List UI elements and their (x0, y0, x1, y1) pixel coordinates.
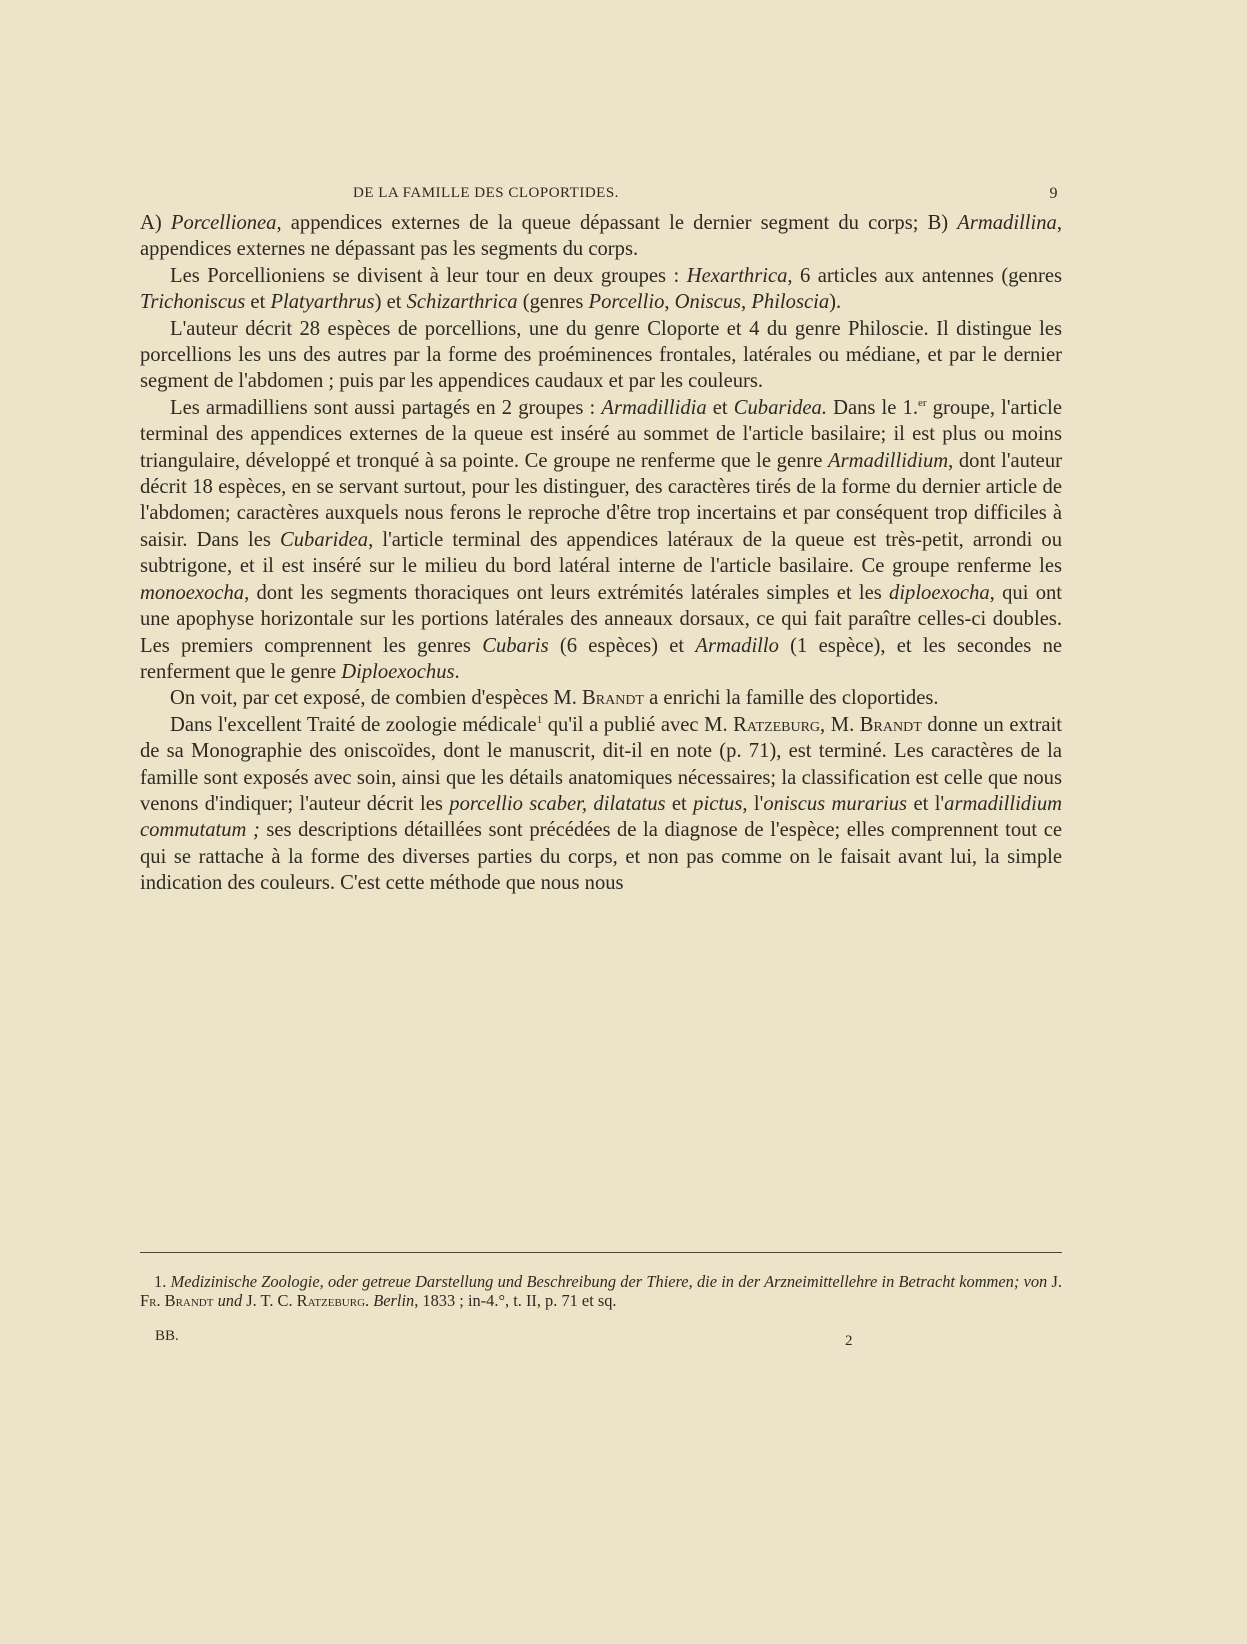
text-run: , 6 articles aux antennes (genres (787, 264, 1062, 287)
book-title: Medizinische Zoologie, oder getreue Darstellung und Beschreibung der Thiere, die in der Arzneimittellehre in Betracht kommen; von (170, 1272, 1048, 1291)
text-run: Dans le 1. (827, 396, 918, 419)
taxon-name: Cubaris (482, 634, 549, 657)
author-name: Brandt (859, 713, 922, 736)
text-run: , (741, 291, 752, 314)
taxon-name: Armadillo (695, 634, 779, 657)
text-run: . (365, 1291, 374, 1311)
paragraph-auteur (140, 316, 1062, 395)
text-run: A) (140, 212, 171, 234)
taxon-name: Cubaridea. (733, 396, 827, 419)
taxon-name: pictus (693, 792, 743, 815)
text-run: , dont l'auteur décrit 18 espèces, en se servant surtout, pour les distinguer, des caractères tirés de la forme du dernier article de l'abdomen; caractères auxquels nous ferons le reproche d'être trop incertains et par conséquent trop difficiles à saisir. Dans les (140, 449, 1062, 551)
text-run: ses descriptions détaillées sont précédées de la diagnose de l'espèce; elles comprennent tout ce qui se rattache à la forme des diverses parties du corps, et non pas comme on le faisait avant lui, la simple indication des couleurs. C'est cette méthode que nous nous (140, 819, 1062, 895)
paragraph-armadilliens (140, 395, 1062, 685)
footnote-1 (140, 1272, 1062, 1310)
text-run: . (454, 660, 460, 683)
text-run: a enrichi la famille des cloportides. (644, 687, 939, 710)
taxon-name: monoexocha (140, 581, 245, 604)
author-name: Brandt (582, 687, 644, 710)
taxon-name: Hexarthrica (686, 264, 788, 287)
text-run: , dont les segments thoraciques ont leurs extrémités latérales simples et les (244, 581, 890, 604)
text-run: et (706, 396, 734, 419)
taxon-name: armadillidium commutatum ; (140, 792, 1062, 842)
text-run: , appendices externes de la queue dépassant le dernier segment du corps; B) (276, 212, 958, 234)
paragraph-traite (140, 712, 1062, 897)
text-run: , M. (820, 713, 860, 736)
text-run: L'auteur décrit 28 espèces de porcellions, une du genre Cloporte et 4 du genre Philoscie. Il distingue les porcellions les uns des autres par la forme des proéminences frontales, latérales ou médiane, et par le dernier segment de l'abdomen ; puis par les appendices caudaux et par les couleurs. (140, 317, 1062, 393)
text-run: , (664, 291, 675, 314)
footnote-reference: 1 (536, 713, 543, 726)
signature-mark: BB. (155, 1328, 179, 1344)
text-run: , 1833 ; in-4.°, t. II, p. 71 et sq. (414, 1291, 617, 1311)
running-title: DE LA FAMILLE DES CLOPORTIDES. (353, 185, 619, 201)
text-run: (1 espèce), et les secondes ne renferment que le genre (140, 634, 1063, 683)
taxon-name: Porcellio (588, 291, 665, 314)
text-run: J. T. C. (242, 1291, 297, 1311)
text-run: Dans l'excellent Traité de zoologie médicale (170, 713, 537, 736)
paragraph-porcellioniens (140, 263, 1062, 316)
text-run: und (213, 1291, 243, 1311)
text-run: ) et (374, 291, 407, 314)
text-run: , appendices externes ne dépassant pas les segments du corps. (140, 212, 1062, 261)
text-run: ). (829, 291, 842, 314)
footnote-divider (140, 1252, 1062, 1253)
author-name: Fr. Brandt (140, 1291, 214, 1311)
author-name: Ratzeburg (296, 1291, 366, 1311)
footnote (140, 1272, 1062, 1310)
text-run: , qui ont une apophyse horizontale sur les portions latérales des anneaux dorsaux, ce qui fait paraître celles-ci doubles. Les premiers comprennent les genres (140, 581, 1063, 657)
place-name: Berlin (373, 1291, 415, 1311)
taxon-name: porcellio scaber, dilatatus (449, 792, 666, 815)
page-number: 9 (1049, 185, 1058, 202)
taxon-name: Armadillina (957, 212, 1057, 234)
text-run: Les Porcellioniens se divisent à leur tour en deux groupes : (170, 264, 687, 287)
taxon-name: Cubaridea (280, 528, 369, 551)
taxon-name: Trichoniscus (140, 291, 246, 314)
paragraph-classification (140, 210, 1062, 263)
text-run: et (245, 291, 271, 314)
text-run: qu'il a publié avec M. (542, 713, 734, 736)
taxon-name: Platyarthrus (270, 291, 375, 314)
text-run: (genres (517, 291, 589, 314)
signature-number: 2 (845, 1333, 853, 1349)
taxon-name: diploexocha (889, 581, 990, 604)
text-run: donne un extrait de sa Monographie des oniscoïdes, dont le manuscrit, dit-il en note (p. 71), est terminé. Les caractères de la famille sont exposés avec soin, ainsi que les détails anatomiques nécessaires; la classification est celle que nous venons d'indiquer; l'auteur décrit les (140, 713, 1063, 815)
taxon-name: Diploexochus (341, 660, 455, 683)
author-name: Ratzeburg (733, 713, 821, 736)
text-run: groupe, l'article terminal des appendices externes de la queue est inséré au sommet de l'article basilaire; il est plus ou moins triangulaire, développé et tronqué à sa pointe. Ce groupe ne renferme que le genre (140, 396, 1062, 472)
text-run: (6 espèces) et (548, 634, 696, 657)
taxon-name: Philoscia (751, 291, 830, 314)
text-run: et (665, 792, 694, 815)
text-run: , l' (742, 792, 764, 815)
text-run: , l'article terminal des appendices latéraux de la queue est très-petit, arrondi ou subtrigone, et il est inséré sur le milieu du bord latéral interne de l'article basilaire. Ce groupe renferme les (140, 528, 1062, 578)
taxon-name: Schizarthrica (406, 291, 518, 314)
text-run: J. (1047, 1272, 1062, 1291)
taxon-name: Oniscus (674, 291, 742, 314)
taxon-name: Armadillidium (827, 449, 949, 472)
text-run: On voit, par cet exposé, de combien d'espèces M. (170, 687, 583, 710)
taxon-name: Armadillidia (601, 396, 707, 419)
paragraph-expose (140, 685, 1062, 711)
text-run: et l' (907, 792, 945, 815)
text-run: 1. (154, 1272, 171, 1291)
text-run: Les armadilliens sont aussi partagés en 2 groupes : (170, 396, 602, 419)
body-text (140, 210, 1062, 897)
superscript: er (918, 396, 927, 409)
taxon-name: oniscus murarius (763, 792, 908, 815)
taxon-name: Porcellionea (170, 212, 277, 234)
